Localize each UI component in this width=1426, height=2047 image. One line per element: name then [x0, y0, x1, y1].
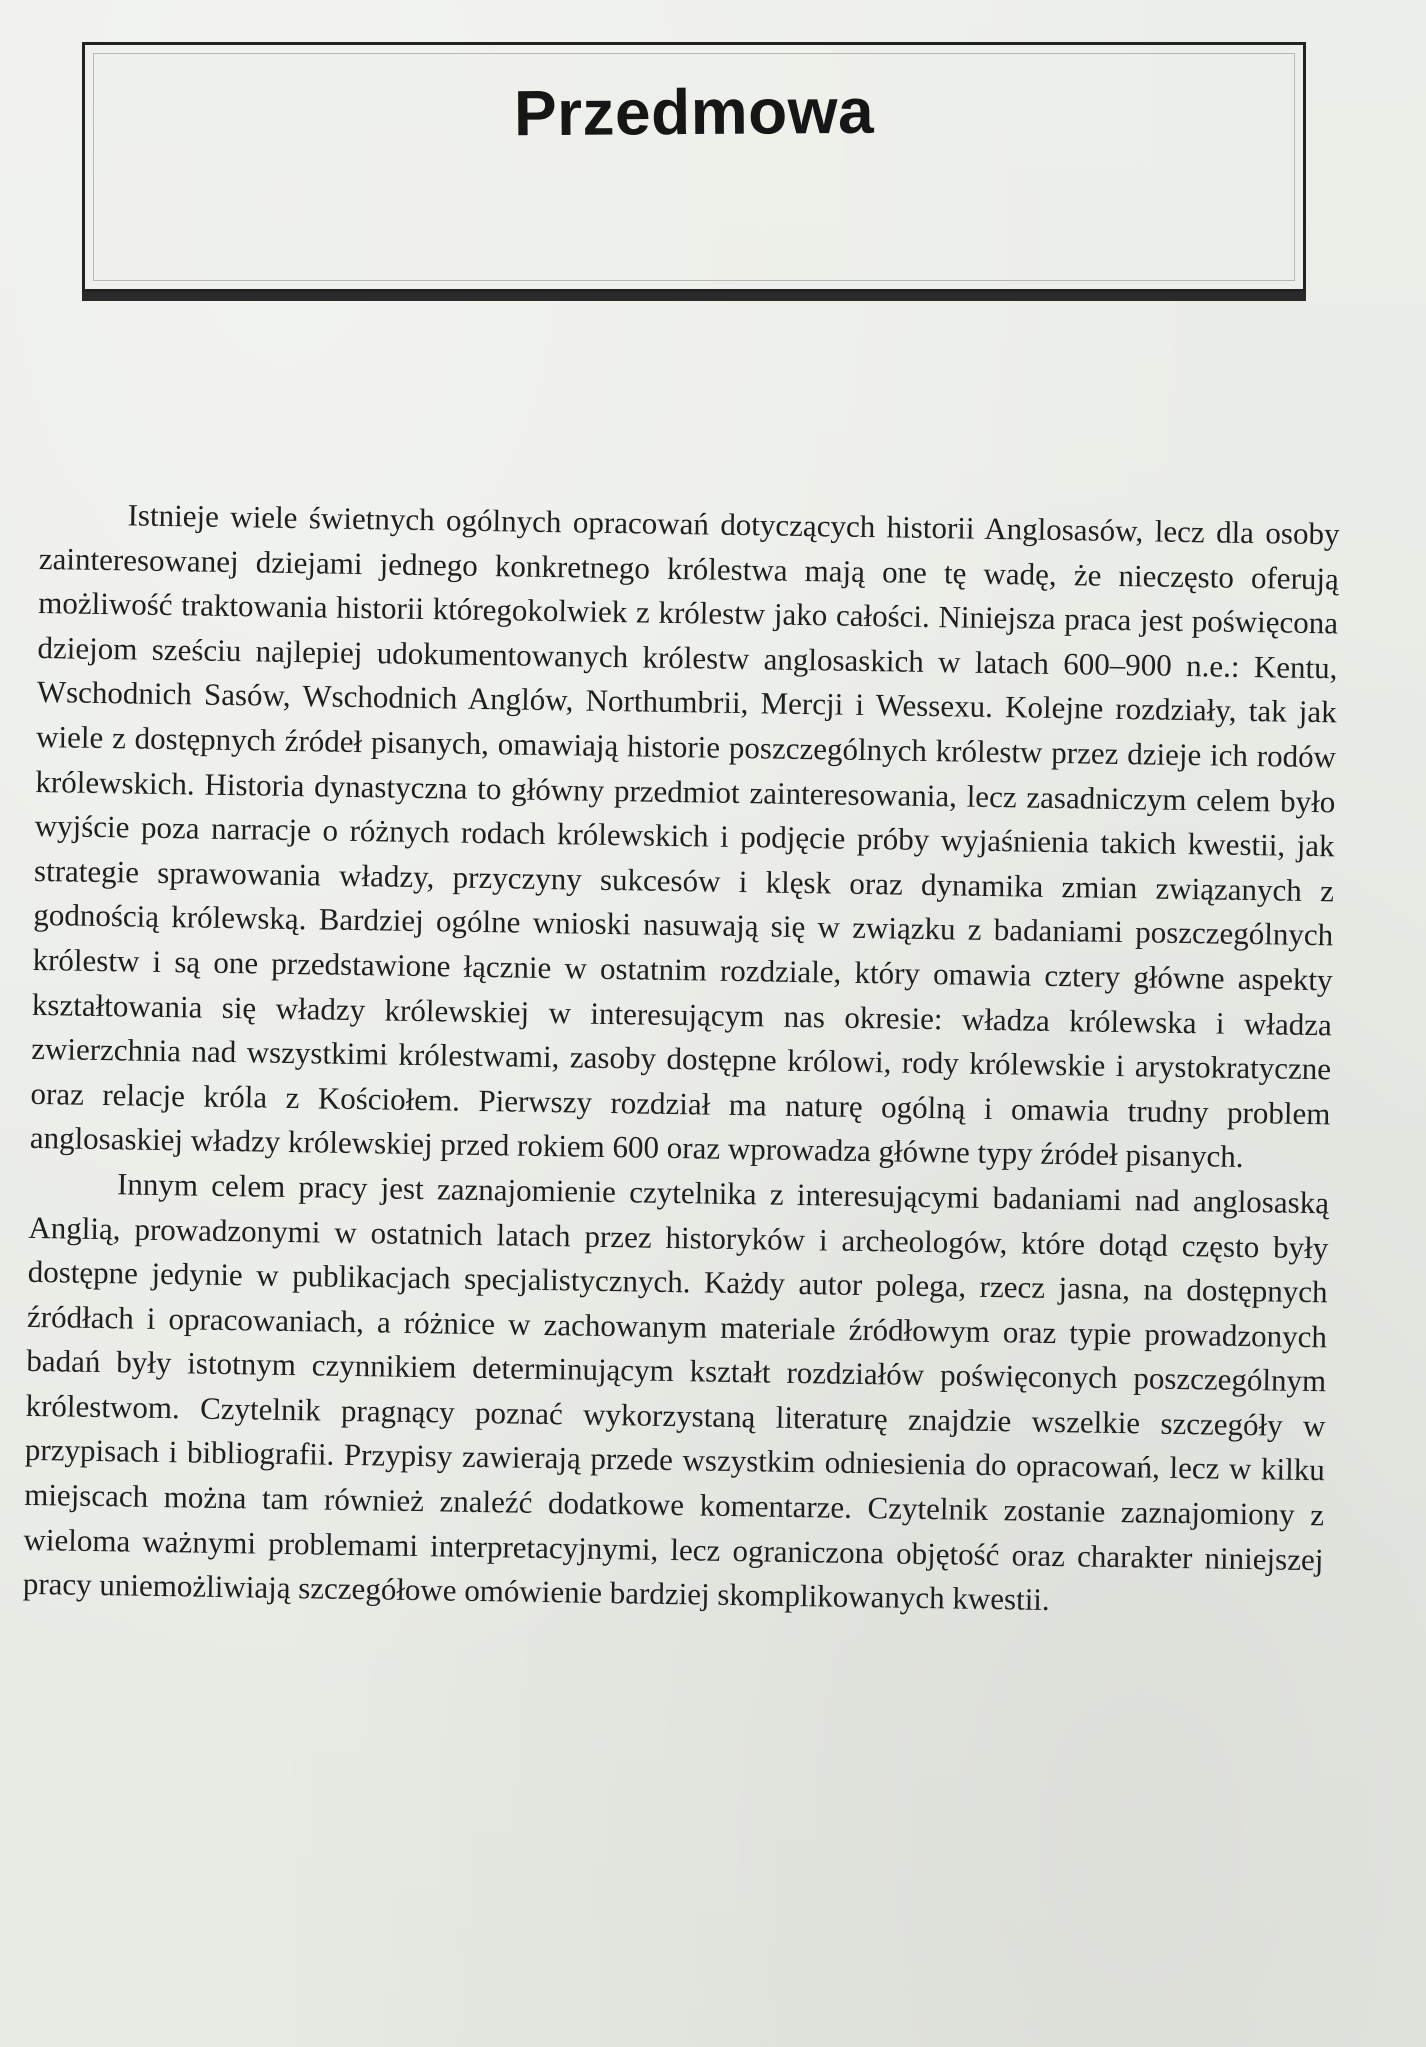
title-frame	[82, 42, 1306, 292]
paragraph-1: Istnieje wiele świetnych ogólnych opracowań dotyczących historii Anglosasów, lecz dla osoby zainteresowanej dziejami jednego konkretnego królestwa mają one tę wadę, że nieczęsto oferują możliwość traktowania historii któregokolwiek z królestw jako całości. Niniejsza praca jest poświęcona dziejom sześciu najlepiej udokumentowanych królestw anglosaskich w latach 600–900 n.e.: Kentu, Wschodnich Sasów, Wschodnich Anglów, Northumbrii, Mercji i Wessexu. Kolejne rozdziały, tak jak wiele z dostępnych źródeł pisanych, omawiają historie poszczególnych królestw przez dzieje ich rodów królewskich. Historia dynastyczna to główny przedmiot zainteresowania, lecz zasadniczym celem było wyjście poza narracje o różnych rodach królewskich i podjęcie próby wyjaśnienia takich kwestii, jak strategie sprawowania władzy, przyczyny sukcesów i klęsk oraz dynamika zmian związanych z godnością królewską. Bardziej ogólne wnioski nasuwają się w związku z badaniami poszczególnych królestw i są one przedstawione łącznie w ostatnim rozdziale, który omawia cztery główne aspekty kształtowania się władzy królewskiej w interesującym nas okresie: władza królewska i władza zwierzchnia nad wszystkimi królestwami, zasoby dostępne królowi, rody królewskie i arystokratyczne oraz relacje króla z Kościołem. Pierwszy rozdział ma naturę ogólną i omawia trudny problem anglosaskiej władzy królewskiej przed rokiem 600 oraz wprowadza główne typy źródeł pisanych.	[29, 497, 1340, 1175]
body-text	[22, 492, 1339, 1627]
paragraph-2: Innym celem pracy jest zaznajomienie czytelnika z interesującymi badaniami nad anglosaską Anglią, prowadzonymi w ostatnich latach przez historyków i archeologów, które dotąd często były dostępne jedynie w publikacjach specjalistycznych. Każdy autor polega, rzecz jasna, na dostępnych źródłach i opracowaniach, a różnice w zachowanym materiale źródłowym oraz typie prowadzonych badań były istotnym czynnikiem determinującym kształt rozdziałów poświęconych poszczególnym królestwom. Czytelnik pragnący poznać wykorzystaną literaturę znajdzie wszelkie szczegóły w przypisach i bibliografii. Przypisy zawierają przede wszystkim odniesienia do opracowań, lecz w kilku miejscach można tam również znaleźć dodatkowe komentarze. Czytelnik zostanie zaznajomiony z wieloma ważnymi problemami interpretacyjnymi, lecz ograniczona objętość oraz charakter niniejszej pracy uniemożliwiają szczegółowe omówienie bardziej skomplikowanych kwestii.	[22, 1166, 1330, 1618]
page-title: Przedmowa	[513, 74, 875, 150]
